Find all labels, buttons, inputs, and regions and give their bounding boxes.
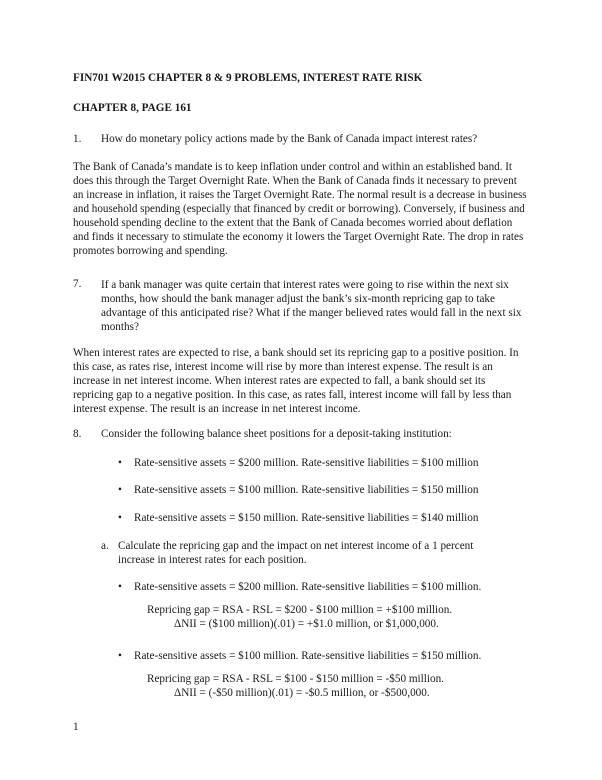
question-number: 8. xyxy=(73,428,82,440)
answer-paragraph: When interest rates are expected to rise, a bank should set its repricing gap to a positive position. In this case, as rates rise, interest income will rise by more than interest expense. The result is an increase in net interest income. When interest rates are expected to fall, a bank should set its repricing gap to a negative position. In this case, as rates fall, interest income will fall by less than interest expense. The result is an increase in net interest income. xyxy=(73,347,519,415)
document-title: FIN701 W2015 CHAPTER 8 & 9 PROBLEMS, INTEREST RATE RISK xyxy=(73,72,423,84)
nii-calc: ΔNII = ($100 million)(.01) = +$1.0 million, or $1,000,000. xyxy=(174,618,439,630)
page-number: 1 xyxy=(73,721,79,733)
list-item: Rate-sensitive assets = $100 million. Rate-sensitive liabilities = $150 million xyxy=(134,484,479,496)
question-text: Consider the following balance sheet positions for a deposit-taking institution: xyxy=(101,428,452,440)
bullet-marker: • xyxy=(118,457,122,469)
answer-paragraph: The Bank of Canada’s mandate is to keep inflation under control and within an established band. It does this through the Target Overnight Rate. When the Bank of Canada finds it necessary to prevent an increase in inflation, it raises the Target Overnight Rate. The normal result is a decrease in business and household spending (especially that financed by credit or borrowing). Conversely, if business and household spending decline to the extent that the Bank of Canada becomes worried about deflation and finds it necessary to stimulate the economy it lowers the Target Overnight Rate. The drop in rates promotes borrowing and spending. xyxy=(73,161,527,257)
bullet-marker: • xyxy=(118,484,122,496)
list-item: Rate-sensitive assets = $150 million. Rate-sensitive liabilities = $140 million xyxy=(134,512,479,524)
question-text: If a bank manager was quite certain that interest rates were going to rise within the next six months, how should the bank manager adjust the bank’s six-month repricing gap to take advantage of this anticipated rise? What if the manger believed rates would fall in the next six months? xyxy=(101,279,522,333)
nii-calc: ΔNII = (-$50 million)(.01) = -$0.5 million, or -$500,000. xyxy=(174,687,430,699)
question-number: 1. xyxy=(73,133,82,145)
bullet-marker: • xyxy=(118,512,122,524)
repricing-gap-calc: Repricing gap = RSA - RSL = $100 - $150 million = -$50 million. xyxy=(147,673,444,685)
repricing-gap-calc: Repricing gap = RSA - RSL = $200 - $100 million = +$100 million. xyxy=(147,604,453,616)
list-item: Rate-sensitive assets = $200 million. Rate-sensitive liabilities = $100 million xyxy=(134,457,479,469)
bullet-marker: • xyxy=(118,581,122,593)
part-label: a. xyxy=(101,540,109,552)
list-item: Rate-sensitive assets = $200 million. Rate-sensitive liabilities = $100 million. xyxy=(134,581,482,593)
question-text: How do monetary policy actions made by the Bank of Canada impact interest rates? xyxy=(101,133,478,145)
chapter-heading: CHAPTER 8, PAGE 161 xyxy=(73,102,192,114)
bullet-marker: • xyxy=(118,650,122,662)
list-item: Rate-sensitive assets = $100 million. Rate-sensitive liabilities = $150 million. xyxy=(134,650,482,662)
question-number: 7. xyxy=(73,278,82,290)
part-text: Calculate the repricing gap and the impact on net interest income of a 1 percent increase in interest rates for each position. xyxy=(118,540,474,566)
